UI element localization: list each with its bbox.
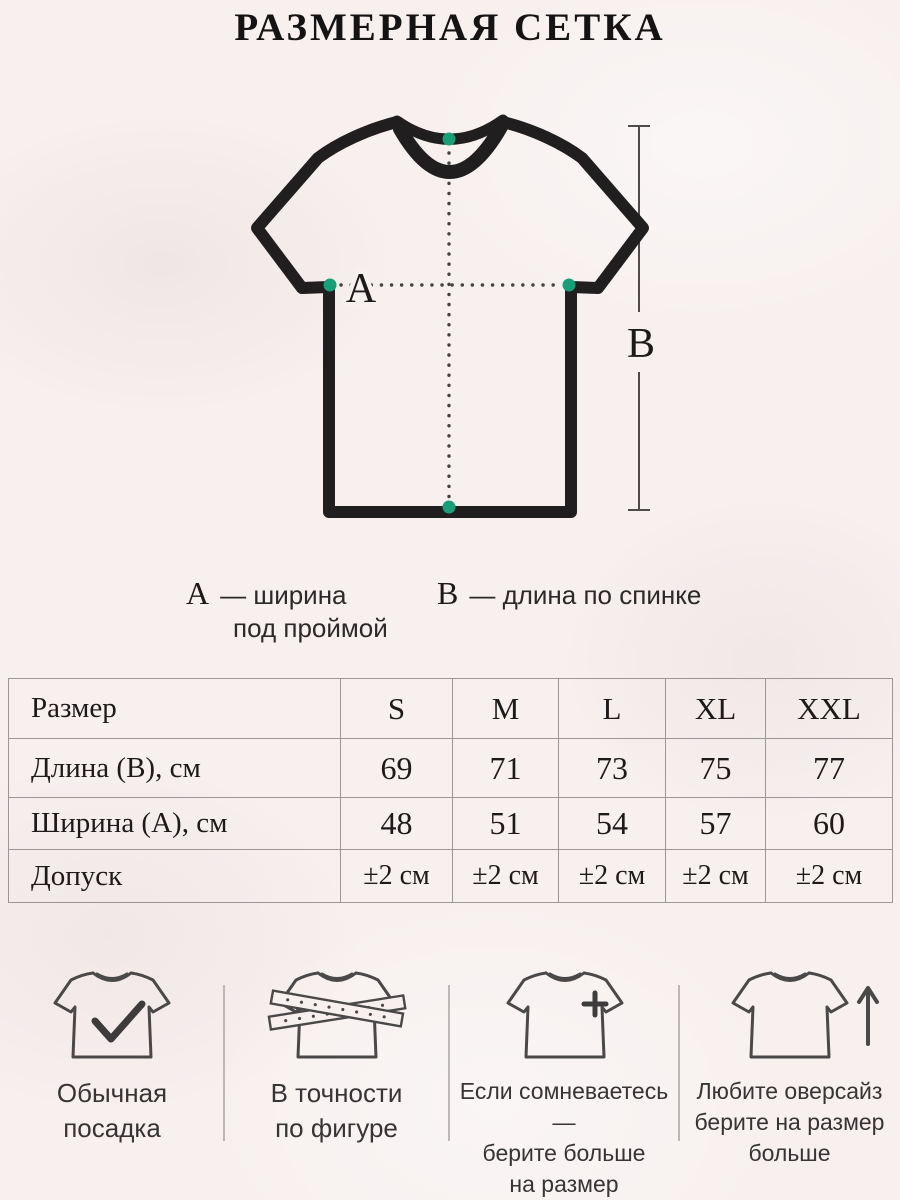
tol-l: ±2 см xyxy=(559,850,666,903)
legend-b-letter: В xyxy=(437,575,459,611)
tol-xl: ±2 см xyxy=(666,850,766,903)
size-s: S xyxy=(341,679,453,739)
table-header-row xyxy=(9,679,893,739)
hem-dot-icon xyxy=(443,501,456,514)
table-row-width xyxy=(9,798,893,850)
length-m: 71 xyxy=(453,739,559,798)
row-label-width: Ширина (А), см xyxy=(9,798,341,850)
caption-line: больше xyxy=(748,1140,831,1166)
caption-line: берите больше xyxy=(482,1140,646,1166)
row-label-tolerance: Допуск xyxy=(9,850,341,903)
legend-length xyxy=(437,575,701,611)
caption-line: Обычная xyxy=(56,1078,168,1108)
caption-line: Любите оверсайз xyxy=(696,1078,883,1104)
width-xl: 57 xyxy=(666,798,766,850)
size-l: L xyxy=(559,679,666,739)
b-measure-line xyxy=(628,126,650,510)
width-s: 48 xyxy=(341,798,453,850)
left-armpit-dot-icon xyxy=(324,279,337,292)
legend-a-letter: А xyxy=(186,575,210,611)
legend-a-text2: под проймой xyxy=(233,613,388,643)
arrow-up-icon xyxy=(859,988,877,1044)
caption-line: на размер xyxy=(509,1171,619,1197)
tol-m: ±2 см xyxy=(453,850,559,903)
legend-b-text: — длина по спинке xyxy=(469,580,702,610)
fit-caption-regular xyxy=(0,1076,224,1146)
tol-xxl: ±2 см xyxy=(766,850,893,903)
page-title: РАЗМЕРНАЯ СЕТКА xyxy=(234,6,666,49)
tshirt-arrow-icon xyxy=(725,966,885,1066)
length-l: 73 xyxy=(559,739,666,798)
caption-line: берите на размер xyxy=(694,1109,885,1135)
tshirt-tape-icon xyxy=(267,966,407,1066)
fit-caption-oversize xyxy=(679,1076,900,1169)
dotted-guides xyxy=(341,153,560,498)
tol-s: ±2 см xyxy=(341,850,453,903)
col-header-size: Размер xyxy=(9,679,341,739)
fit-caption-exact-fit xyxy=(224,1076,449,1146)
size-xxl: XXL xyxy=(766,679,893,739)
width-l: 54 xyxy=(559,798,666,850)
length-xxl: 77 xyxy=(766,739,893,798)
caption-line: Если сомневаетесь — xyxy=(459,1078,669,1135)
label-b: B xyxy=(626,321,656,367)
label-a: A xyxy=(345,266,377,312)
width-m: 51 xyxy=(453,798,559,850)
neck-dot-icon xyxy=(443,133,456,146)
size-m: M xyxy=(453,679,559,739)
caption-line: посадка xyxy=(63,1113,161,1143)
size-table xyxy=(8,678,893,903)
tshirt-check-icon xyxy=(47,966,177,1066)
table-row-length xyxy=(9,739,893,798)
measuring-tape-icon xyxy=(269,991,405,1030)
length-s: 69 xyxy=(341,739,453,798)
caption-line: по фигуре xyxy=(275,1113,398,1143)
width-xxl: 60 xyxy=(766,798,893,850)
caption-line: В точности xyxy=(270,1078,403,1108)
table-row-tolerance xyxy=(9,850,893,903)
size-xl: XL xyxy=(666,679,766,739)
row-label-length: Длина (В), см xyxy=(9,739,341,798)
right-armpit-dot-icon xyxy=(563,279,576,292)
legend-a-text: — ширина xyxy=(220,580,347,610)
length-xl: 75 xyxy=(666,739,766,798)
legend-width xyxy=(186,575,388,644)
check-icon xyxy=(95,1004,142,1039)
tshirt-plus-icon xyxy=(500,966,630,1066)
fit-caption-if-in-doubt xyxy=(449,1076,679,1200)
